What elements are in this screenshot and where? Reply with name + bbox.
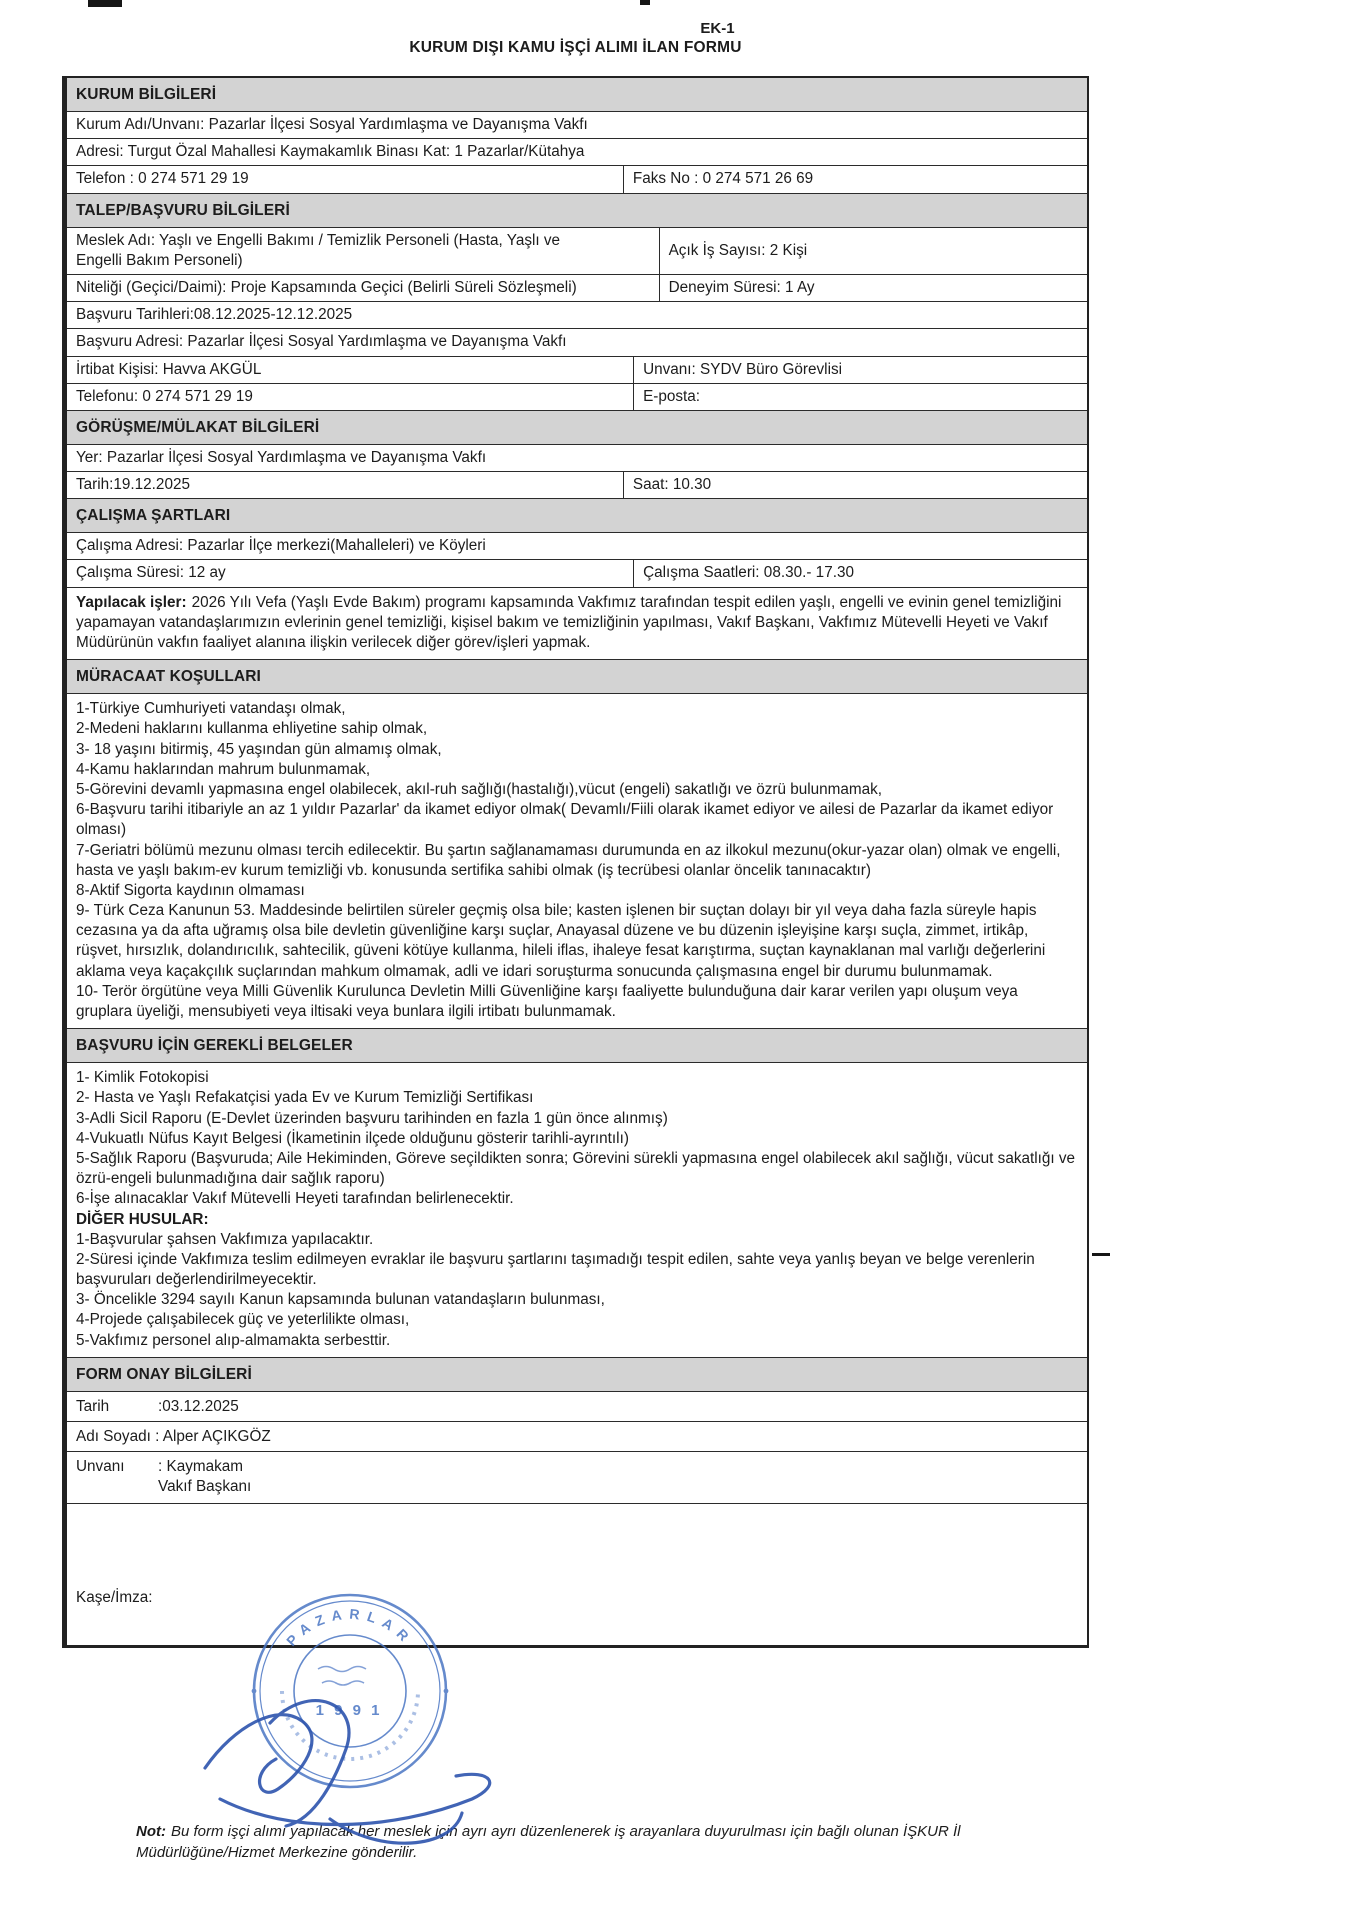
section-header-gorusme: GÖRÜŞME/MÜLAKAT BİLGİLERİ — [67, 410, 1087, 444]
belge-item: 1- Kimlik Fotokopisi — [76, 1069, 209, 1087]
kurum-faks: Faks No : 0 274 571 26 69 — [623, 166, 1087, 192]
irtibat-kisisi: İrtibat Kişisi: Havva AKGÜL — [76, 360, 262, 378]
onay-unvan-row — [67, 1451, 1087, 1503]
irtibat-telefonu: Telefonu: 0 274 571 29 19 — [76, 387, 253, 405]
acik-is-sayisi: Açık İş Sayısı: 2 Kişi — [659, 228, 1087, 274]
calisma-saatleri: Çalışma Saatleri: 08.30.- 17.30 — [633, 560, 1087, 586]
onay-unvan-line2: Vakıf Başkanı — [158, 1478, 252, 1495]
diger-item: 3- Öncelikle 3294 sayılı Kanun kapsamında bulunan vatandaşların bulunması, — [76, 1291, 605, 1309]
yapilacak-isler-row — [67, 587, 1087, 660]
muracaat-kosullari-list — [67, 693, 1087, 1028]
announcement-form — [62, 76, 1089, 1648]
belge-item: 4-Vukuatlı Nüfus Kayıt Belgesi (İkametinin ilçede olduğunu gösterir tarihli-ayrıntılı) — [76, 1129, 629, 1147]
footer-note — [136, 1822, 1062, 1863]
section-header-muracaat: MÜRACAAT KOŞULLARI — [67, 659, 1087, 693]
deneyim-suresi: Deneyim Süresi: 1 Ay — [659, 275, 1087, 301]
onay-tarih-value: :03.12.2025 — [158, 1397, 239, 1415]
onay-unvan-value: : Kaymakam — [158, 1457, 244, 1475]
diger-item: 5-Vakfımız personel alıp-almamakta serbesttir. — [76, 1331, 391, 1349]
section-header-onay: FORM ONAY BİLGİLERİ — [67, 1357, 1087, 1391]
diger-item: 1-Başvurular şahsen Vakfımıza yapılacaktır. — [76, 1230, 374, 1248]
belge-item: 5-Sağlık Raporu (Başvuruda; Aile Hekiminden, Göreve seçildikten sonra; Görevini sürekli yapmasına engel olabilecek akıl sağlığı, vücut sakatlığı ve özrü-engeli bulunmadığına dair sağlık raporu) — [76, 1149, 1076, 1188]
kurum-telefon: Telefon : 0 274 571 29 19 — [76, 170, 249, 188]
gorusme-yeri-row: Yer: Pazarlar İlçesi Sosyal Yardımlaşma ve Dayanışma Vakfı — [67, 444, 1087, 471]
kosul-item: 5-Görevini devamlı yapmasına engel olabilecek, akıl-ruh sağlığı(hastalığı),vücut (engeli) sakatlığı ve özrü bulunmamak, — [76, 780, 883, 798]
belge-item: 6-İşe alınacaklar Vakıf Mütevelli Heyeti tarafından belirlenecektir. — [76, 1190, 514, 1208]
calisma-adresi-row: Çalışma Adresi: Pazarlar İlçe merkezi(Mahalleleri) ve Köyleri — [67, 532, 1087, 559]
section-header-calisma: ÇALIŞMA ŞARTLARI — [67, 498, 1087, 532]
irtibat-row — [67, 356, 1087, 383]
kosul-item: 1-Türkiye Cumhuriyeti vatandaşı olmak, — [76, 700, 346, 718]
nitelik: Niteliği (Geçici/Daimi): Proje Kapsamında Geçici (Belirli Süreli Sözleşmeli) — [76, 278, 577, 296]
calisma-suresi: Çalışma Süresi: 12 ay — [76, 564, 226, 582]
kosul-item: 6-Başvuru tarihi itibariyle an az 1 yıldır Pazarlar' da ikamet ediyor olmak( Devamlı/Fiili olarak ikamet ediyor ve ailesi de Pazarlar da ikamet ediyor olması) — [76, 801, 1054, 839]
onay-tarih-row — [67, 1391, 1087, 1421]
stamp-arc-text: PAZARLAR — [283, 1605, 417, 1650]
diger-item: 4-Projede çalışabilecek güç ve yeterlilikte olması, — [76, 1311, 410, 1329]
scan-artifact — [640, 0, 650, 5]
diger-item: 2-Süresi içinde Vakfımıza teslim edilmeyen evraklar ile başvuru şartlarını taşımadığı tespit edilen, sahte veya yanlış beyan ve belge verenlerin başvuruları değerlendirilmeyecektir. — [76, 1250, 1035, 1289]
meslek-row — [67, 227, 1087, 274]
gorusme-tarihi: Tarih:19.12.2025 — [76, 476, 190, 494]
attachment-code: EK-1 — [700, 20, 735, 37]
onay-tarih-label: Tarih — [76, 1397, 110, 1415]
kosul-item: 8-Aktif Sigorta kaydının olmaması — [76, 881, 305, 899]
yapilacak-isler-label: Yapılacak işler: — [76, 593, 187, 611]
scan-artifact — [88, 0, 122, 7]
section-header-belgeler: BAŞVURU İÇİN GEREKLİ BELGELER — [67, 1028, 1087, 1062]
page-title: KURUM DIŞI KAMU İŞÇİ ALIMI İLAN FORMU — [409, 39, 742, 56]
stamp-year: 1 9 9 1 — [315, 1702, 383, 1719]
belge-item: 3-Adli Sicil Raporu (E-Devlet üzerinden başvuru tarihinden en fazla 1 gün önce alınmış) — [76, 1109, 668, 1127]
kosul-item: 3- 18 yaşını bitirmiş, 45 yaşından gün almamış olmak, — [76, 740, 442, 758]
diger-husular-header: DİĞER HUSULAR: — [76, 1210, 209, 1228]
kosul-item: 4-Kamu haklarından mahrum bulunmamak, — [76, 760, 371, 778]
section-header-kurum: KURUM BİLGİLERİ — [67, 78, 1087, 111]
onay-adsoyad-row: Adı Soyadı : Alper AÇIKGÖZ — [67, 1421, 1087, 1451]
gerekli-belgeler-list — [67, 1062, 1087, 1357]
kase-imza-label: Kaşe/İmza: — [76, 1589, 153, 1607]
basvuru-adresi-row: Başvuru Adresi: Pazarlar İlçesi Sosyal Yardımlaşma ve Dayanışma Vakfı — [67, 328, 1087, 355]
onay-kase-row — [67, 1503, 1087, 1645]
note-label: Not: — [136, 1823, 166, 1840]
basvuru-tarihleri-row: Başvuru Tarihleri:08.12.2025-12.12.2025 — [67, 301, 1087, 328]
gorusme-tarih-saat-row — [67, 471, 1087, 498]
document-header — [62, 20, 1089, 57]
kosul-item: 2-Medeni haklarını kullanma ehliyetine sahip olmak, — [76, 720, 428, 738]
kosul-item: 9- Türk Ceza Kanunun 53. Maddesinde belirtilen süreler geçmiş olsa bile; kasten işlenen bir suçtan dolayı bir yıl veya daha fazla süreyle hapis cezasına ya da afta uğramış olsa bile devletin güvenliğine karşı suçlar, Anayasal düzene ve bu düzenin işleyişine karşı suçla, zimmet, irtikâp, rüşvet, hırsızlık, dolandırıcılık, sahtecilik, güveni kötüye kullanma, hileli iflas, ihaleye fesat karıştırma, suçtan kaynaklanan mal varlığı değerlerini aklama veya kaçakçılık suçlarından mahkum olmamak, adli ve idari soruşturma sonucunda çalışmasına engel bir durumu bulunmamak. — [76, 902, 1046, 980]
yapilacak-isler-text: 2026 Yılı Vefa (Yaşlı Evde Bakım) programı kapsamında Vakfımız tarafından tespit edilen yaşlı, engelli ve evinin genel temizliğini yapamayan vatandaşlarımızın evlerinin genel temizliği, kişisel bakım ve temizliğinin yapılması, Vakıf Başkanı, Vakfımız Mütevelli Heyeti ve Vakıf Müdürünün vakfın faaliyet alanına ilişkin verilecek diğer görev/işleri yapmak. — [76, 593, 1062, 651]
telefon-eposta-row — [67, 383, 1087, 410]
kurum-adi-row: Kurum Adı/Unvanı: Pazarlar İlçesi Sosyal Yardımlaşma ve Dayanışma Vakfı — [67, 111, 1087, 138]
irtibat-unvani: Unvanı: SYDV Büro Görevlisi — [633, 357, 1087, 383]
onay-unvan-label: Unvanı — [76, 1457, 125, 1475]
telefon-faks-row — [67, 165, 1087, 192]
section-header-talep: TALEP/BAŞVURU BİLGİLERİ — [67, 193, 1087, 227]
kosul-item: 7-Geriatri bölümü mezunu olması tercih edilecektir. Bu şartın sağlanamaması durumunda en az ilkokul mezunu(okur-yazar olan) olmak ve engelli, hasta ve yaşlı bakım-ev kurum temizliği vb. konusunda sertifika sahibi olmak (iş tecrübesi olanlar öncelik tanınacaktır) — [76, 841, 1061, 879]
scan-artifact — [1092, 1253, 1110, 1256]
irtibat-eposta: E-posta: — [633, 384, 1087, 410]
kosul-item: 10- Terör örgütüne veya Milli Güvenlik Kurulunca Devletin Milli Güvenliğine karşı faaliyette bulunduğuna dair karar verilen yapı oluşum veya gruplara üyeliği, mensubiyeti veya iltisaki veya bunlara ilgili irtibatı bulunmamak. — [76, 982, 1018, 1020]
kurum-adres-row: Adresi: Turgut Özal Mahallesi Kaymakamlık Binası Kat: 1 Pazarlar/Kütahya — [67, 138, 1087, 165]
gorusme-saati: Saat: 10.30 — [623, 472, 1087, 498]
note-text: Bu form işçi alımı yapılacak her meslek için ayrı ayrı düzenlenerek iş arayanlara duyurulması için bağlı olunan İŞKUR İl Müdürlüğüne/Hizmet Merkezine gönderilir. — [136, 1823, 961, 1861]
belge-item: 2- Hasta ve Yaşlı Refakatçisi yada Ev ve Kurum Temizliği Sertifikası — [76, 1089, 534, 1107]
nitelik-row — [67, 274, 1087, 301]
meslek-adi: Meslek Adı: Yaşlı ve Engelli Bakımı / Temizlik Personeli (Hasta, Yaşlı ve Engelli Bakım Personeli) — [76, 231, 561, 269]
calisma-sure-saat-row — [67, 559, 1087, 586]
